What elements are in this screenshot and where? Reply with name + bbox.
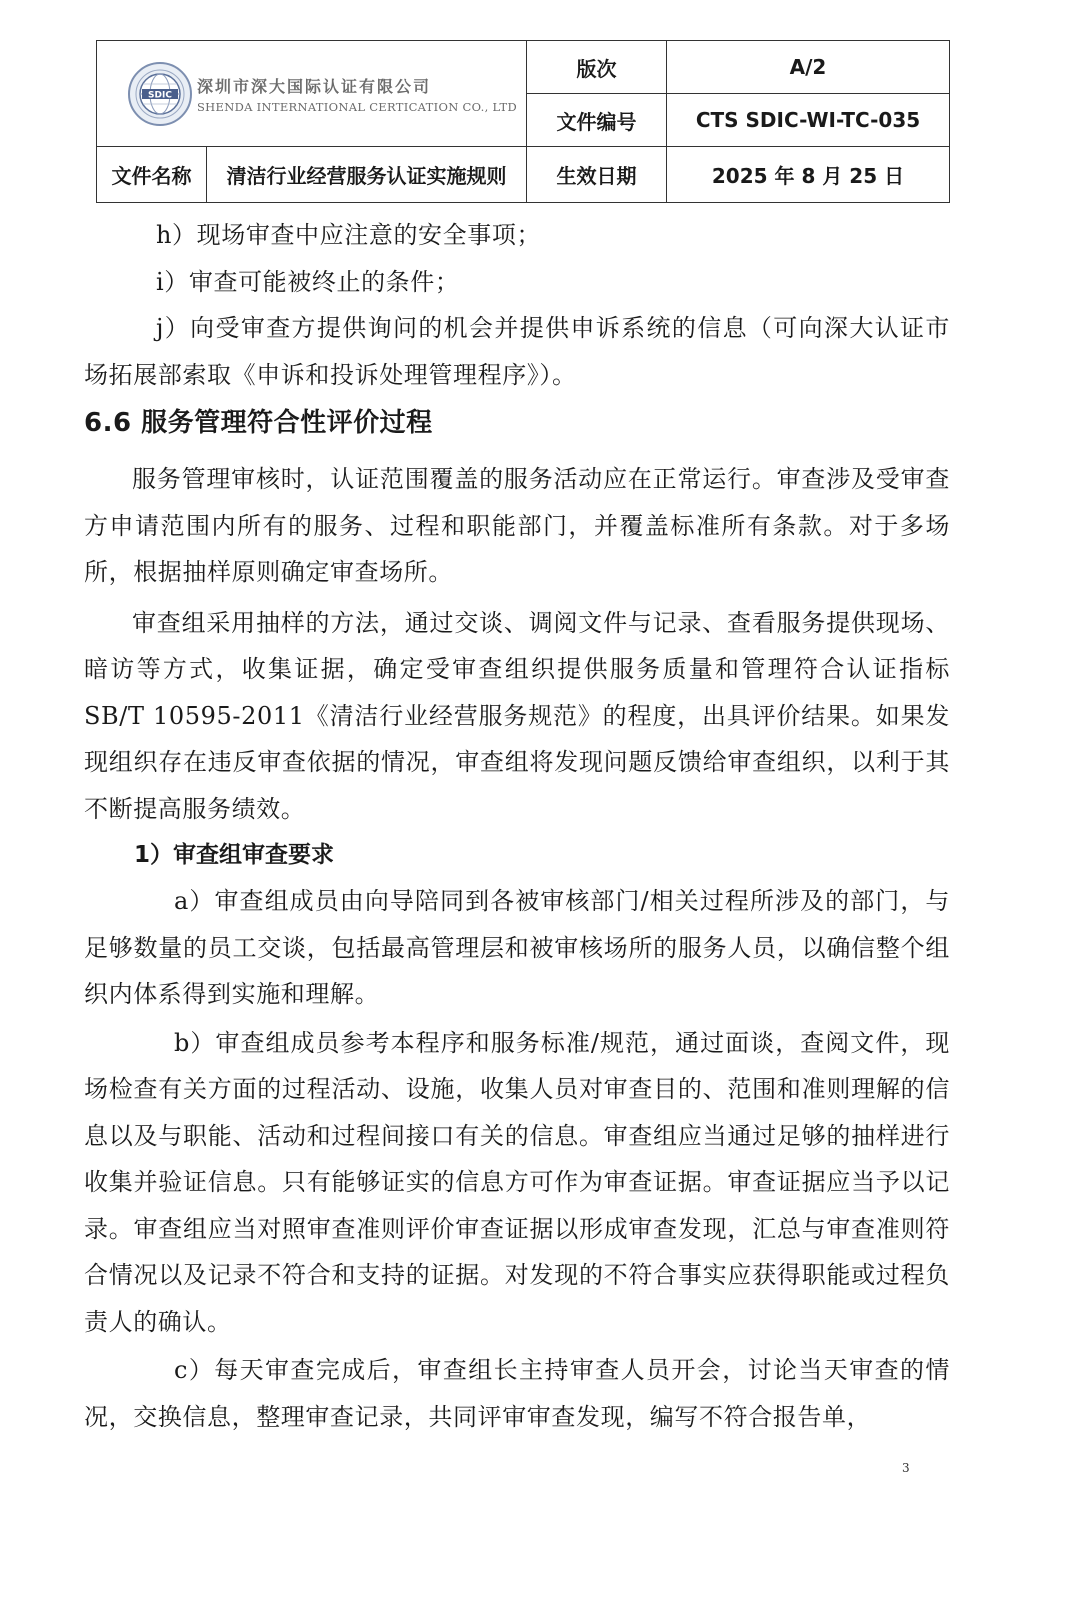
effective-date-value: 2025 年 8 月 25 日 <box>667 147 950 203</box>
subsection-title: 1）审查组审查要求 <box>134 842 335 868</box>
effective-date-label: 生效日期 <box>527 147 667 203</box>
list-item-h: h）现场审查中应注意的安全事项； <box>156 221 542 249</box>
page-number: 3 <box>902 1461 910 1475</box>
logo-text: SDIC <box>148 90 172 100</box>
company-logo-cell <box>97 41 527 147</box>
document-header-table <box>96 40 950 203</box>
company-logo-icon <box>127 61 193 127</box>
list-item-i: i）审查可能被终止的条件； <box>156 267 460 296</box>
list-item-a: a）审查组成员由向导陪同到各被审核部门/相关过程所涉及的部门，与足够数量的员工交谈，包括最高管理层和被审核场所的服务人员，以确信整个组织内体系得到实施和理解。 <box>84 887 950 1008</box>
company-name-en: SHENDA INTERNATIONAL CERTICATION CO., LTD <box>197 99 518 114</box>
list-item-c: c）每天审查完成后，审查组长主持审查人员开会，讨论当天审查的情况，交换信息，整理审查记录，共同评审审查发现，编写不符合报告单， <box>84 1356 950 1431</box>
list-item-j: j）向受审查方提供询问的机会并提供申诉系统的信息（可向深大认证市场拓展部索取《申诉和投诉处理管理程序》）。 <box>84 314 950 389</box>
document-number-label: 文件编号 <box>527 94 667 147</box>
company-name-cn: 深圳市深大国际认证有限公司 <box>197 76 432 96</box>
paragraph-1: 服务管理审核时，认证范围覆盖的服务活动应在正常运行。审查涉及受审查方申请范围内所有的服务、过程和职能部门，并覆盖标准所有条款。对于多场所，根据抽样原则确定审查场所。 <box>84 465 950 586</box>
document-body <box>84 212 950 1440</box>
section-title: 6.6 服务管理符合性评价过程 <box>84 408 433 438</box>
document-name-label: 文件名称 <box>97 147 207 203</box>
list-item-b: b）审查组成员参考本程序和服务标准/规范，通过面谈，查阅文件，现场检查有关方面的过程活动、设施，收集人员对审查目的、范围和准则理解的信息以及与职能、活动和过程间接口有关的信息。审查组应当通过足够的抽样进行收集并验证信息。只有能够证实的信息方可作为审查证据。审查证据应当予以记录。审查组应当对照审查准则评价审查证据以形成审查发现，汇总与审查准则符合情况以及记录不符合和支持的证据。对发现的不符合事实应获得职能或过程负责人的确认。 <box>84 1028 950 1336</box>
version-label: 版次 <box>527 41 667 94</box>
document-name-value: 清洁行业经营服务认证实施规则 <box>207 147 527 203</box>
version-value: A/2 <box>667 41 950 94</box>
paragraph-2: 审查组采用抽样的方法，通过交谈、调阅文件与记录、查看服务提供现场、暗访等方式，收集证据，确定受审查组织提供服务质量和管理符合认证指标 SB/T 10595-2011《清洁行业经营服务规范》的程度，出具评价结果。如果发现组织存在违反审查依据的情况，审查组将发现问题反馈给审查组织，以利于其不断提高服务绩效。 <box>84 608 950 823</box>
document-number-value: CTS SDIC-WI-TC-035 <box>667 94 950 147</box>
